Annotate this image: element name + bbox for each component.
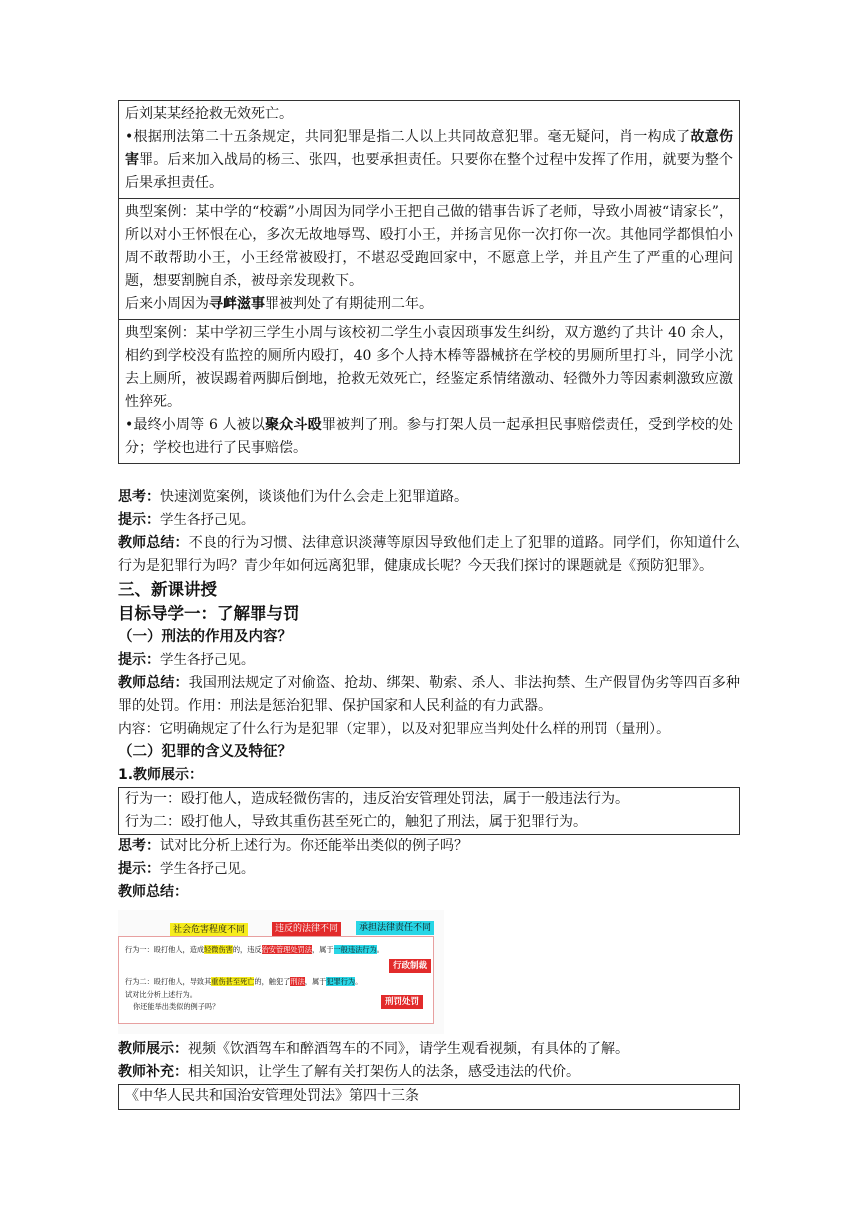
behavior-row-1 [118, 787, 740, 835]
case-table [118, 100, 740, 464]
label: 教师总结： [118, 884, 188, 900]
behavior-table [118, 787, 740, 835]
label: 提示： [118, 861, 160, 877]
text: 行为一：殴打他人，造成 [125, 945, 205, 954]
case-row-1-line-1: 后刘某某经抢救无效死亡。 [125, 106, 293, 122]
hint-3 [118, 858, 740, 881]
case-row-3-text: 典型案例：某中学初三学生小周与该校初二学生小袁因琐事发生纠纷，双方邀约了共计 40 余人，相约到学校没有监控的厕所内殴打，40 多个人持木棒等器械挤在学校的男厕所里打斗，同学小沈去上厕所，被误踢着两脚后倒地，抢救无效死亡，经鉴定系情绪激动、轻微外力等因素刺激致应激性猝死。 [125, 325, 733, 410]
text-segment: •根据刑法第二十五条规定，共同犯罪是指二人以上共同故意犯罪。毫无疑问，肖一构成了 [125, 129, 691, 145]
summary-3 [118, 881, 740, 904]
text: ，属于 [311, 945, 334, 954]
text-segment: 后来小周因为 [125, 296, 209, 312]
highlight: 一般违法行为 [333, 945, 377, 954]
bold-term: 聚众斗殴 [265, 417, 322, 433]
label: 提示： [118, 652, 160, 668]
label: 教师总结： [118, 535, 189, 551]
case-row-1 [118, 100, 740, 199]
figure-panel [118, 936, 434, 1024]
text: 行为二：殴打他人，导致其 [125, 977, 212, 986]
hint-1 [118, 509, 740, 532]
text: 学生各抒己见。 [160, 512, 255, 528]
case-row-2-verdict [125, 293, 733, 316]
document-page [118, 100, 740, 1110]
case-row-3 [118, 320, 740, 464]
figure-line-1 [125, 945, 384, 955]
question-2: （二）犯罪的含义及特征？ [118, 744, 292, 760]
think-2 [118, 835, 740, 858]
section-heading: 三、新课讲授 [118, 580, 217, 599]
content-line: 内容：它明确规定了什么行为是犯罪（定罪），以及对犯罪应当判处什么样的刑罚（量刑）。 [118, 721, 670, 737]
teacher-show-1: 1.教师展示： [118, 767, 204, 783]
label: 教师补充： [118, 1064, 188, 1080]
behavior-1-text: 行为一：殴打他人，造成轻微伤害的，违反治安管理处罚法，属于一般违法行为。 [125, 791, 629, 807]
text: 相关知识，让学生了解有关打架伤人的法条，感受违法的代价。 [188, 1064, 580, 1080]
highlight: 轻微伤害 [204, 945, 233, 954]
tag-law-violated: 违反的法律不同 [272, 922, 341, 936]
text: ，属于 [304, 977, 327, 986]
tag-legal-liability: 承担法律责任不同 [356, 921, 434, 935]
case-row-2 [118, 199, 740, 320]
highlight: 治安管理处罚法 [261, 945, 312, 954]
figure-line-2 [125, 977, 362, 987]
text: 试对比分析上述行为。你还能举出类似的例子吗？ [160, 838, 468, 854]
text: 视频《饮酒驾车和醉酒驾车的不同》，请学生观看视频，有具体的了解。 [188, 1041, 629, 1057]
highlight: 重伤甚至死亡 [211, 977, 255, 986]
think-1 [118, 486, 740, 509]
text-segment: 罪。后来加入战局的杨三、张四，也要承担责任。只要你在整个过程中发挥了作用，就要为整个后果承担责任。 [125, 152, 734, 191]
summary-1 [118, 532, 740, 578]
question-1: （一）刑法的作用及内容？ [118, 629, 292, 645]
case-row-1-line-2 [125, 126, 733, 195]
behavior-2-text: 行为二：殴打他人，导致其重伤甚至死亡的，触犯了刑法，属于犯罪行为。 [125, 814, 587, 830]
law-title: 《中华人民共和国治安管理处罚法》第四十三条 [125, 1088, 419, 1104]
law-table-row [118, 1084, 740, 1110]
teacher-show-2 [118, 1038, 740, 1061]
text: 我国刑法规定了对偷盗、抢劫、绑架、勒索、杀人、非法拘禁、生产假冒伪劣等四百多种罪的处罚。作用：刑法是惩治犯罪、保护国家和人民利益的有力武器。 [118, 675, 741, 714]
teacher-supplement [118, 1061, 740, 1084]
text: 快速浏览案例，谈谈他们为什么会走上犯罪道路。 [160, 489, 468, 505]
label: 思考： [118, 489, 160, 505]
bold-term: 寻衅滋事 [209, 296, 265, 312]
figure-line-3: 试对比分析上述行为。 [125, 990, 197, 999]
label: 思考： [118, 838, 160, 854]
text: 。 [355, 977, 363, 986]
highlight: 犯罪行为 [326, 977, 356, 986]
text: 学生各抒己见。 [160, 652, 255, 668]
text: 的，违反 [232, 945, 262, 954]
tag-social-harm: 社会危害程度不同 [170, 923, 248, 937]
bold-term: 故意伤害 [125, 129, 733, 168]
label: 教师展示： [118, 1041, 188, 1057]
text: 不良的行为习惯、法律意识淡薄等原因导致他们走上了犯罪的道路。同学们，你知道什么行为是犯罪行为吗？青少年如何远离犯罪，健康成长呢？今天我们探讨的课题就是《预防犯罪》。 [118, 535, 741, 574]
label: 提示： [118, 512, 160, 528]
goal-heading: 目标导学一：了解罪与罚 [118, 604, 300, 623]
text-segment: 罪被判了刑。参与打架人员一起承担民事赔偿责任，受到学校的处分；学校也进行了民事赔偿。 [125, 417, 734, 456]
text: 的，触犯了 [254, 977, 291, 986]
case-row-3-verdict [125, 414, 733, 460]
case-row-2-text: 典型案例：某中学的“校霸”小周因为同学小王把自己做的错事告诉了老师，导致小周被“请家长”，所以对小王怀恨在心，多次无故地辱骂、殴打小王，并扬言见你一次打你一次。其他同学都惧怕小周不敢帮助小王，小王经常被殴打，不堪忍受跑回家中，不愿意上学，并且产生了严重的心理问题，想要割腕自杀，被母亲发现救下。 [125, 204, 733, 289]
text-segment: 罪被判处了有期徒刑二年。 [265, 296, 433, 312]
badge-criminal-penalty: 刑罚处罚 [381, 995, 423, 1009]
hint-2 [118, 649, 740, 672]
figure-line-4: 你还能举出类似的例子吗？ [133, 1002, 220, 1011]
badge-administrative: 行政制裁 [389, 959, 431, 973]
comparison-figure [118, 910, 444, 1034]
text: 。 [376, 945, 384, 954]
label: 教师总结： [118, 675, 189, 691]
text-segment: •最终小周等 6 人被以 [125, 417, 266, 433]
highlight: 刑法 [290, 977, 305, 986]
summary-2 [118, 672, 740, 718]
text: 学生各抒己见。 [160, 861, 255, 877]
